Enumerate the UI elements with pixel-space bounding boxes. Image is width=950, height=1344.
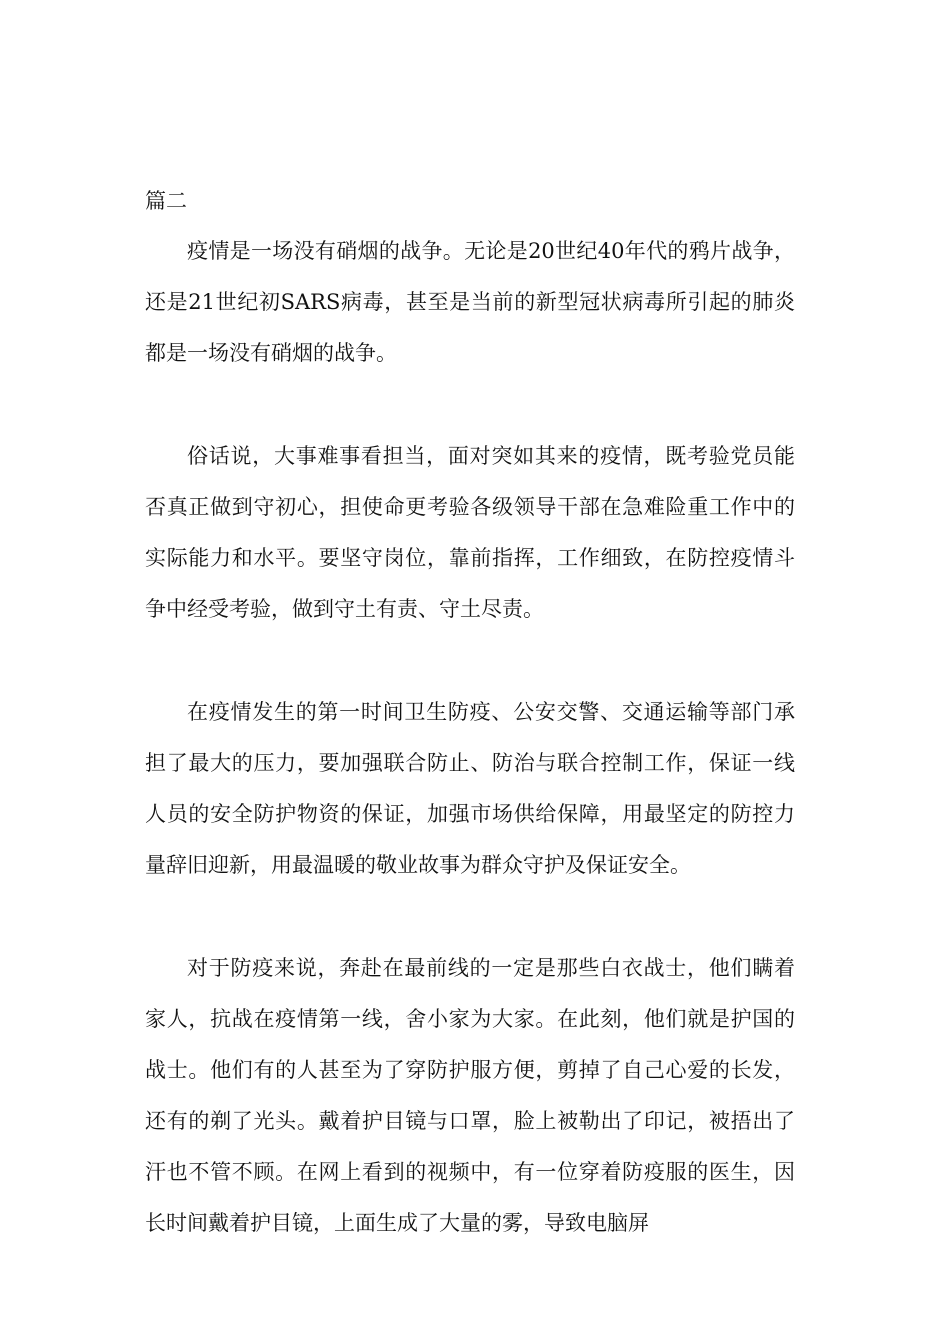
paragraph-4: 对于防疫来说，奔赴在最前线的一定是那些白衣战士，他们瞒着家人，抗战在疫情第一线，舍小家为大家。在此刻，他们就是护国的战士。他们有的人甚至为了穿防护服方便，剪掉了自己心爱的长发，还有的剃了光头。戴着护目镜与口罩，脸上被勒出了印记，被捂出了汗也不管不顾。在网上看到的视频中，有一位穿着防疫服的医生，因长时间戴着护目镜，上面生成了大量的雾，导致电脑屏 <box>145 956 795 1235</box>
paragraph-2: 俗话说，大事难事看担当，面对突如其来的疫情，既考验党员能否真正做到守初心，担使命更考验各级领导干部在急难险重工作中的实际能力和水平。要坚守岗位，靠前指挥，工作细致，在防控疫情斗争中经受考验，做到守土有责、守土尽责。 <box>145 444 795 621</box>
section-heading: 篇二 <box>145 189 187 213</box>
document-body <box>145 182 795 1249</box>
paragraph-1: 疫情是一场没有硝烟的战争。无论是20世纪40年代的鸦片战争，还是21世纪初SARS病毒，甚至是当前的新型冠状病毒所引起的肺炎都是一场没有硝烟的战争。 <box>145 239 795 365</box>
paragraph-3: 在疫情发生的第一时间卫生防疫、公安交警、交通运输等部门承担了最大的压力，要加强联合防止、防治与联合控制工作，保证一线人员的安全防护物资的保证，加强市场供给保障，用最坚定的防控力量辞旧迎新，用最温暖的敬业故事为群众守护及保证安全。 <box>145 700 795 877</box>
